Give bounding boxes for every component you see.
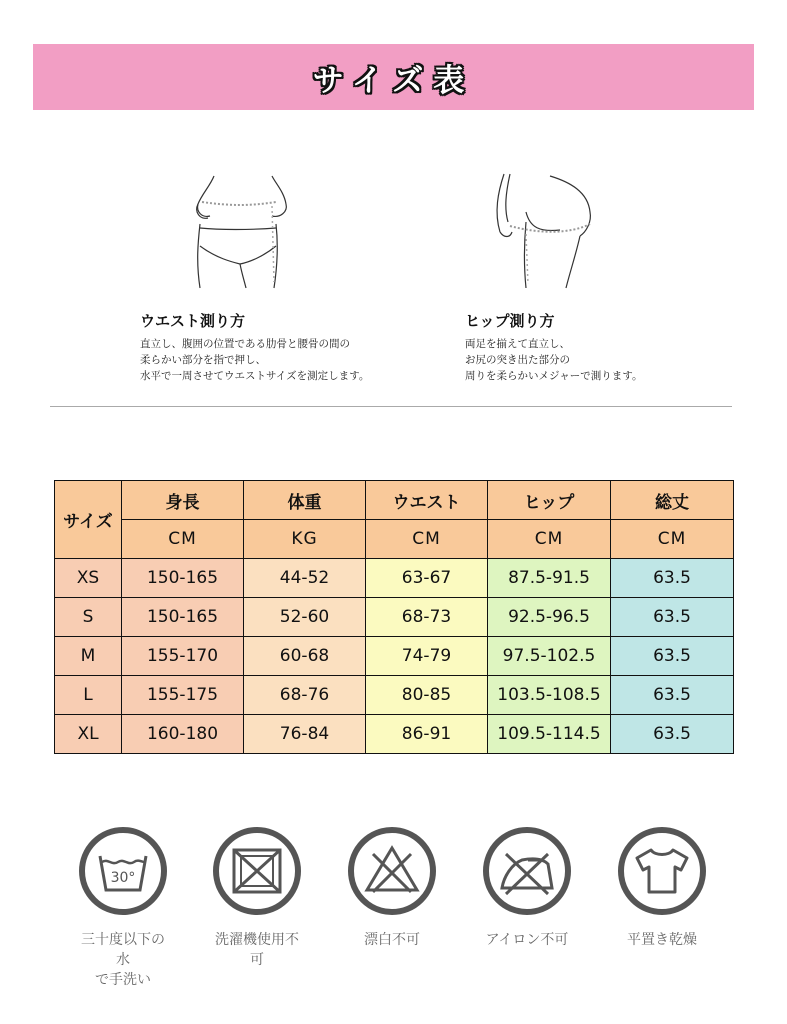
care-no-machine [209, 826, 305, 970]
table-cell: 86-91 [366, 715, 488, 754]
hip-measure-title: ヒップ測り方 [465, 312, 555, 330]
table-cell: 87.5-91.5 [488, 559, 611, 598]
table-cell: 103.5-108.5 [488, 676, 611, 715]
care-label: 洗濯機使用不可 [215, 932, 299, 968]
table-cell: 76-84 [244, 715, 366, 754]
table-cell: 63-67 [366, 559, 488, 598]
table-cell: 155-175 [122, 676, 244, 715]
table-row [55, 598, 734, 637]
waist-measure-description: 直立し、腹囲の位置である肋骨と腰骨の間の 柔らかい部分を指で押し、 水平で一周させてウエストサイズを測定します。 [140, 338, 370, 382]
table-cell: 63.5 [611, 559, 734, 598]
table-cell: 160-180 [122, 715, 244, 754]
table-row [55, 559, 734, 598]
unit-length: CM [611, 520, 734, 559]
column-header-height: 身長 [122, 481, 244, 520]
care-label: 平置き乾燥 [627, 932, 697, 948]
size-label: XL [55, 715, 122, 754]
size-label: XS [55, 559, 122, 598]
size-label: S [55, 598, 122, 637]
wash-30-icon [78, 826, 168, 916]
size-label: M [55, 637, 122, 676]
care-label: 漂白不可 [364, 932, 420, 948]
no-iron-icon [482, 826, 572, 916]
table-cell: 150-165 [122, 559, 244, 598]
table-cell: 44-52 [244, 559, 366, 598]
care-label: 三十度以下の水 で手洗い [81, 932, 165, 988]
size-column-header: サイズ [55, 481, 122, 559]
table-cell: 52-60 [244, 598, 366, 637]
table-cell: 68-73 [366, 598, 488, 637]
care-flat-dry [614, 826, 710, 950]
header-banner [33, 44, 754, 110]
table-cell: 60-68 [244, 637, 366, 676]
unit-height: CM [122, 520, 244, 559]
table-cell: 92.5-96.5 [488, 598, 611, 637]
table-cell: 80-85 [366, 676, 488, 715]
hip-measure-illustration [490, 172, 600, 290]
care-no-bleach [344, 826, 440, 950]
section-divider [50, 406, 732, 407]
table-cell: 109.5-114.5 [488, 715, 611, 754]
size-table [54, 480, 734, 754]
column-header-waist: ウエスト [366, 481, 488, 520]
hip-measure-description: 両足を揃えて直立し、 お尻の突き出た部分の 周りを柔らかいメジャーで測ります。 [465, 338, 643, 382]
table-cell: 68-76 [244, 676, 366, 715]
table-cell: 155-170 [122, 637, 244, 676]
table-cell: 74-79 [366, 637, 488, 676]
no-tumble-dry-icon [212, 826, 302, 916]
table-cell: 63.5 [611, 598, 734, 637]
care-label: アイロン不可 [485, 932, 569, 948]
unit-weight: KG [244, 520, 366, 559]
column-header-length: 総丈 [611, 481, 734, 520]
care-no-iron [479, 826, 575, 950]
table-cell: 63.5 [611, 637, 734, 676]
unit-waist: CM [366, 520, 488, 559]
care-hand-wash [75, 826, 171, 990]
table-cell: 150-165 [122, 598, 244, 637]
table-cell: 63.5 [611, 715, 734, 754]
flat-dry-icon [617, 826, 707, 916]
column-header-weight: 体重 [244, 481, 366, 520]
waist-measure-title: ウエスト測り方 [140, 312, 246, 330]
table-header-row [55, 481, 734, 520]
page-title: サイズ表 [312, 62, 475, 99]
table-row [55, 715, 734, 754]
table-cell: 63.5 [611, 676, 734, 715]
no-bleach-icon [347, 826, 437, 916]
table-unit-row [55, 520, 734, 559]
table-row [55, 637, 734, 676]
table-cell: 97.5-102.5 [488, 637, 611, 676]
table-row [55, 676, 734, 715]
waist-measure-illustration [180, 172, 300, 290]
svg-text:30°: 30° [110, 870, 136, 886]
unit-hip: CM [488, 520, 611, 559]
column-header-hip: ヒップ [488, 481, 611, 520]
size-label: L [55, 676, 122, 715]
